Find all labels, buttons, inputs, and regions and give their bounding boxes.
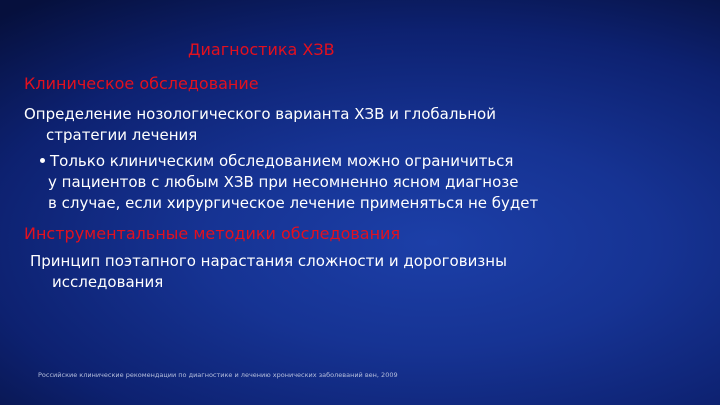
bullet-item <box>40 151 560 214</box>
bullet-line: в случае, если хирургическое лечение применяться не будет <box>48 194 539 212</box>
paragraph-stepwise <box>30 251 550 293</box>
paragraph-line: стратегии лечения <box>46 126 198 144</box>
section-heading-instrumental: Инструментальные методики обследования <box>24 224 401 243</box>
slide-title: Диагностика ХЗВ <box>188 40 335 59</box>
paragraph-line: Принцип поэтапного нарастания сложности и дороговизны <box>30 252 507 270</box>
bullet-line: Только клиническим обследованием можно ограничиться <box>50 152 514 170</box>
bullet-dot-icon <box>40 158 45 163</box>
section-heading-clinical: Клиническое обследование <box>24 74 259 93</box>
paragraph-line: исследования <box>52 273 164 291</box>
paragraph-line: Определение нозологического варианта ХЗВ и глобальной <box>24 105 496 123</box>
paragraph-nosological <box>24 104 544 146</box>
footnote-citation: Российские клинические рекомендации по диагностике и лечению хронических заболеваний вен, 2009 <box>38 371 398 379</box>
bullet-line: у пациентов с любым ХЗВ при несомненно ясном диагнозе <box>48 173 519 191</box>
